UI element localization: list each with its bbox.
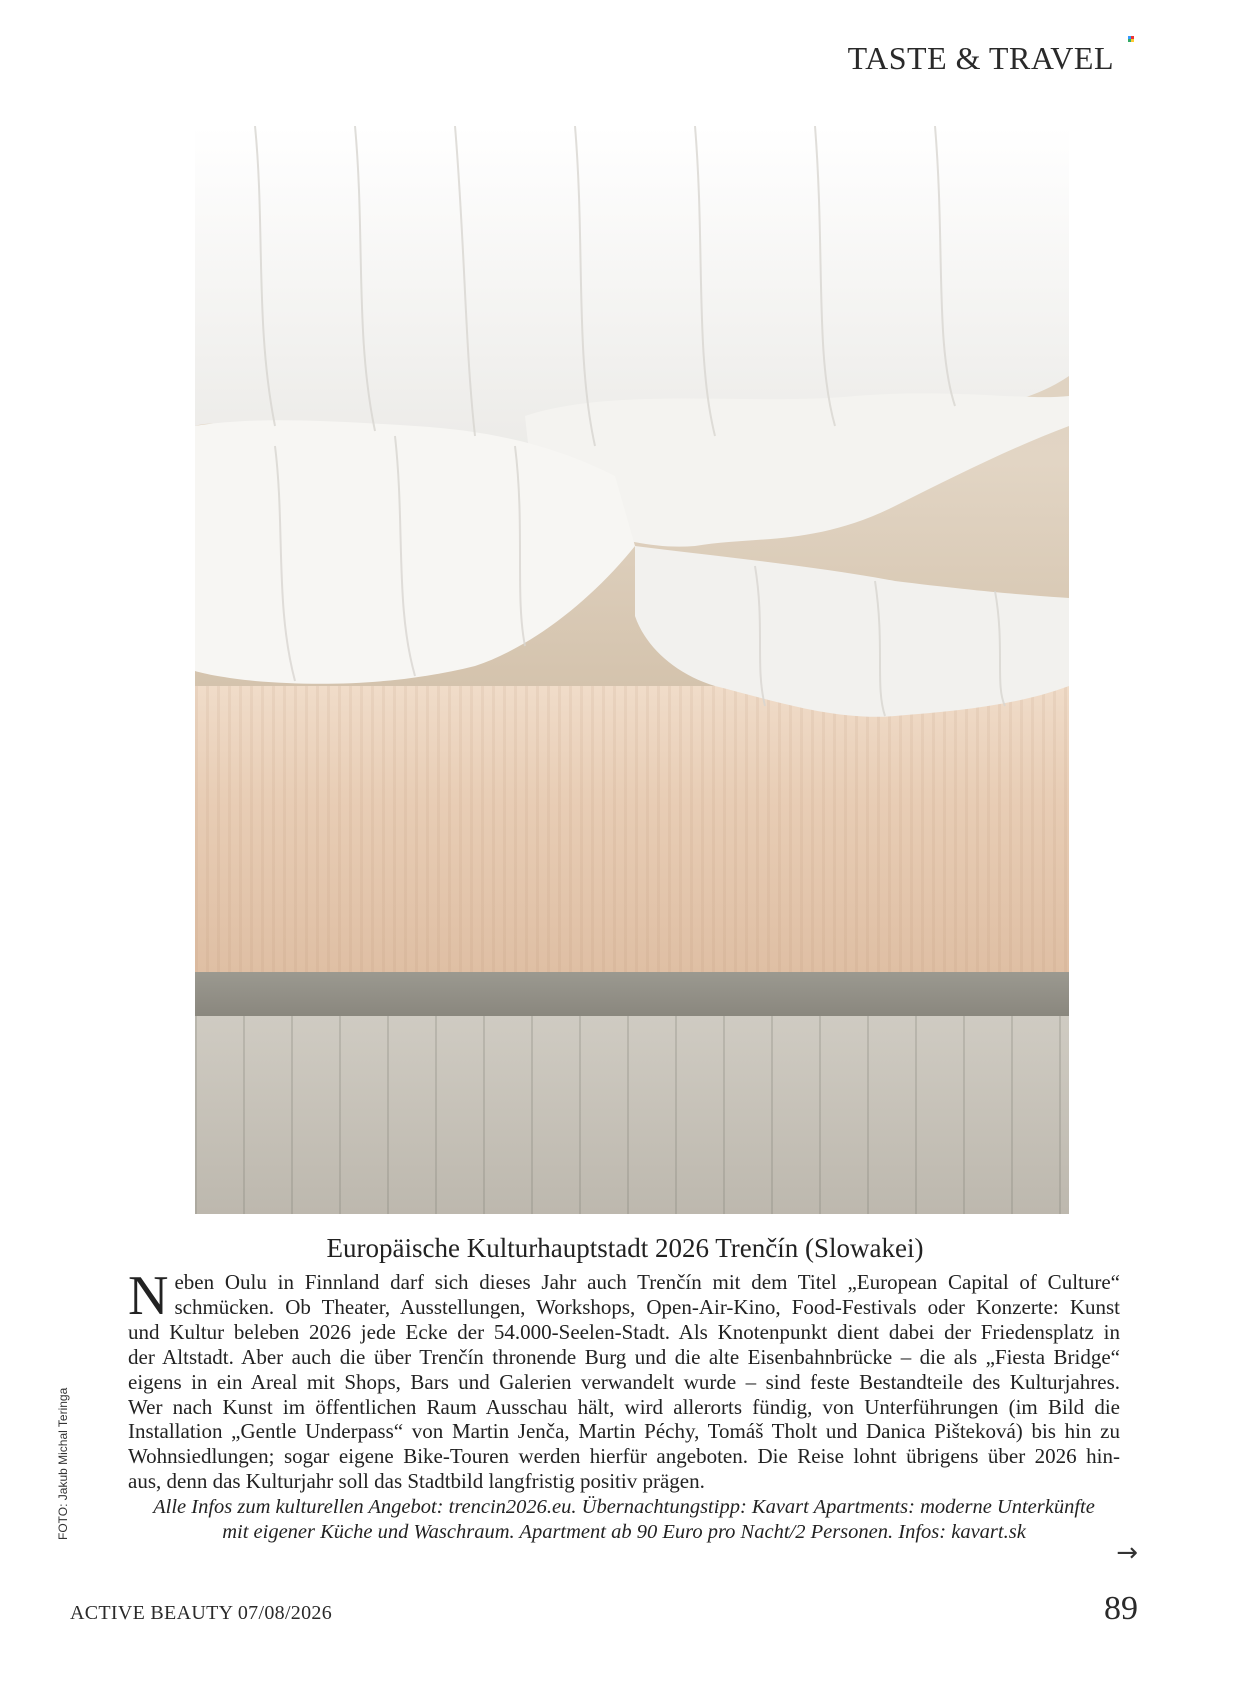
article-headline: Europäische Kulturhauptstadt 2026 Trenčín (Slowakei) [326,1233,924,1263]
photo-credit: FOTO: Jakub Michal Teringa [56,1387,70,1540]
body-line: eben Oulu in Finnland darf sich dieses Jahr auch Trenčín mit dem Titel „European Capital of Culture“ [174,1270,1120,1294]
arrow-right-icon: → [1116,1538,1138,1568]
body-line: eigens in ein Areal mit Shops, Bars und Galerien verwandelt wurde – sind feste Bestandteile des Kulturjahres. [128,1369,1120,1394]
body-line: Wohnsiedlungen; sogar eigene Bike-Touren werden hierfür angeboten. Die Reise lohnt übrigens über 2026 hin- [128,1444,1120,1469]
info-box [128,1495,1120,1545]
body-line: aus, denn das Kulturjahr soll das Stadtbild langfristig positiv prägen. [128,1469,705,1494]
body-line: schmücken. Ob Theater, Ausstellungen, Workshops, Open-Air-Kino, Food-Festivals oder Konzerte: Kunst [174,1294,1120,1319]
section-title: TASTE & TRAVEL [847,40,1114,76]
page-number: 89 [1104,1590,1138,1627]
article-photo [195,126,1069,1214]
color-mark-icon [1128,36,1134,42]
article-body [128,1265,1120,1494]
fabric-installation [195,126,1069,1214]
info-line: mit eigener Küche und Waschraum. Apartment ab 90 Euro pro Nacht/2 Personen. Infos: kavart.sk [222,1521,1026,1543]
body-line: und Kultur beleben 2026 jede Ecke der 54.000-Seelen-Stadt. Als Knotenpunkt dient dabei der Friedensplatz in [128,1319,1120,1344]
info-line: Alle Infos zum kulturellen Angebot: trencin2026.eu. Übernachtungstipp: Kavart Apartments: moderne Unterkünfte [153,1496,1095,1518]
footer-magazine: ACTIVE BEAUTY 07/08/2026 [70,1602,332,1624]
drop-cap: N [128,1265,169,1327]
body-line: der Altstadt. Aber auch die über Trenčín thronende Burg und die alte Eisenbahnbrücke – die als „Fiesta Bridge“ [128,1344,1120,1369]
body-line: Installation „Gentle Underpass“ von Martin Jenča, Martin Péchy, Tomáš Tholt und Danica Pišteková) bis hin zu [128,1419,1120,1444]
body-line: Wer nach Kunst im öffentlichen Raum Ausschau hält, wird allerorts fündig, von Unterführungen (im Bild die [128,1394,1120,1419]
